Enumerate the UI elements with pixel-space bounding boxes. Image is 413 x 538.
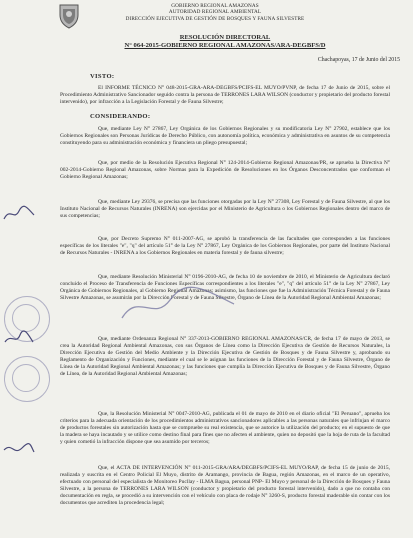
considerando-paragraph: Que, mediante Ley N° 27867, Ley Orgánica de los Gobiernos Regionales y su modificatoria Ley N° 27902, establece que los Gobiernos Regionales son Personas Jurídicas de Derecho Público, con autonomía política, económica y administrativa en asuntos de su competencia constituyendo para su administración económica y financiera un pliego presupuestal; — [60, 126, 390, 147]
title-number: N° 064-2015-GOBIERNO REGIONAL AMAZONAS/ARA-DEGBFS/D — [124, 41, 326, 49]
visto-paragraph: El INFORME TÉCNICO N° 048-2015-GRA-ARA-DEGBFS/PCIFS-EL MUYO/PVNP, de fecha 17 de Junio de 2015, sobre el Procedimiento Administrativo Sancionador seguido contra la persona de TERRONES LARA WILSON (conductor y propietario del producto forestal intervenido), por infracción a la Legislación Forestal y de Fauna Silvestre; — [60, 85, 390, 106]
considerando-heading: CONSIDERANDO: — [90, 113, 151, 120]
document-date: Chachapoyas, 17 de Junio del 2015 — [317, 57, 400, 63]
considerando-paragraph: Que, mediante Ley 29376, se precisa que las funciones otorgadas por la Ley N° 27308, Ley Forestal y de Fauna Silvestre, al que los Instituto Nacional de Recursos Naturales (INRENA) son ejercidas por el Ministerio de Agricultura o los Gobiernos Regionales dentro del marco de sus competencias; — [60, 199, 390, 220]
considerando-paragraph: Que, por Decreto Supremo N° 011-2007-AG, se aprobó la transferencia de las facultades que corresponden a las funciones específicas de los literales "e", "q" del artículo 51° de la Ley N° 27867, Ley Orgánica de los Gobiernos Regionales, por parte del Instituto Nacional de Recursos Naturales - INRENA a los Gobiernos Regionales en materia forestal y de fauna silvestre; — [60, 236, 390, 257]
title-type: RESOLUCIÓN DIRECTORAL — [179, 34, 271, 41]
handwritten-initials — [2, 330, 36, 348]
considerando-paragraph: Que, el ACTA DE INTERVENCIÓN N° 011-2015-GRA/ARA/DEGBFS/PCIFS-EL MUYO/RAP, de fecha 15 de junio de 2015, realizada y suscrita en el Centro Policial El Muyo, distrito de Aramango, provincia de Bagua, región Amazonas, en el marco de un operativo, efectuado con personal del especialista de Monitoreo Pucllay - ILMA Bagua, personal PNP- El Muyo y personal de la Dirección de Bosques y Fauna Silvestre, a la persona de TERRONES LARA WILSON (conductor y propietario del producto forestal intervenido), dado a que no contaba con documentación en regla, se procedió a su intervención con el vehículo con placa de rodaje N° 3260-S, producto forestal maderable sin contar con los documentos que acrediten la procedencia legal; — [60, 465, 390, 507]
official-seal-stamp — [4, 356, 50, 402]
document-header — [105, 3, 325, 22]
regional-coat-of-arms-icon — [57, 3, 81, 29]
header-directorate: DIRECCIÓN EJECUTIVA DE GESTIÓN DE BOSQUES Y FAUNA SILVESTRE — [125, 15, 305, 22]
resolution-title — [120, 34, 330, 50]
considerando-paragraph: Que, por medio de la Resolución Ejecutiva Regional N° 124-2014-Gobierno Regional Amazonas/PR, se aprueba la Directiva N° 002-2014-Gobierno Regional Amazonas, sobre Normas para la Expedición de Resoluciones en los Órganos Desconcentrados que conforman el Gobierno Regional Amazonas; — [60, 160, 390, 181]
considerando-paragraph: Que, mediante Resolución Ministerial N° 0196-2010-AG, de fecha 10 de noviembre de 2010, el Ministerio de Agricultura declaró concluido el Proceso de Transferencia de Funciones Específicas correspondientes a los literales "e", "q" del artículo 51° de la Ley N° 27867, Ley Orgánica de Gobiernos Regionales, al Gobierno Regional Amazonas; asimismo, las funciones que fue la Administración Técnica Forestal y de Fauna Silvestre Amazonas, se asumirán por la Dirección Forestal y de Fauna Silvestre, Órgano de Línea de la Autoridad Regional Ambiental Amazonas; — [60, 274, 390, 302]
header-government: GOBIERNO REGIONAL AMAZONAS — [171, 3, 259, 9]
handwritten-initials — [2, 205, 36, 223]
handwritten-initials — [2, 440, 36, 458]
handwritten-annotation — [118, 282, 238, 326]
header-authority: AUTORIDAD REGIONAL AMBIENTAL — [168, 9, 262, 16]
visto-heading: VISTO: — [90, 73, 115, 80]
considerando-paragraph: Que, mediante Ordenanza Regional N° 337-2013-GOBIERNO REGIONAL AMAZONAS/CR, de fecha 17 de mayo de 2013, se crea la Autoridad Regional Ambiental Amazonas, con sus Órganos de Línea como la Dirección Ejecutiva de Gestión de Recursos Naturales, la Dirección Ejecutiva de Gestión del Medio Ambiente y la Dirección Ejecutiva de Gestión de Bosques y de Fauna Silvestre y, aprobando su Reglamento de Organización y Funciones, mediante el cual se le asignan las funciones de la Dirección Forestal y de Fauna Silvestre, Órgano de Línea de la Autoridad Regional Ambiental Amazonas; y las funciones que cumplía la Dirección Ejecutiva de Bosques y de Fauna Silvestre, Órgano de Línea, de la Autoridad Regional Ambiental Amazonas; — [60, 336, 390, 378]
considerando-paragraph: Que, la Resolución Ministerial N° 0047-2010-AG, publicada el 01 de mayo de 2010 en el diario oficial "El Peruano", aprueba los criterios para la adecuada orientación de los procedimientos administrativos sancionadores aplicables a las personas naturales que infrinjan el marco de productos forestales sin autorización hasta que se compruebe su real existencia, que se autorice la utilización del producto; en el supuesto de que la madera se haya incautado y se utilice como destino final para fines que no afecten el ambiente, quien no depositó que la hoja de ruta de la facultad y quien cometió la infracción dispone que sea asumido por terceros; — [60, 411, 390, 446]
